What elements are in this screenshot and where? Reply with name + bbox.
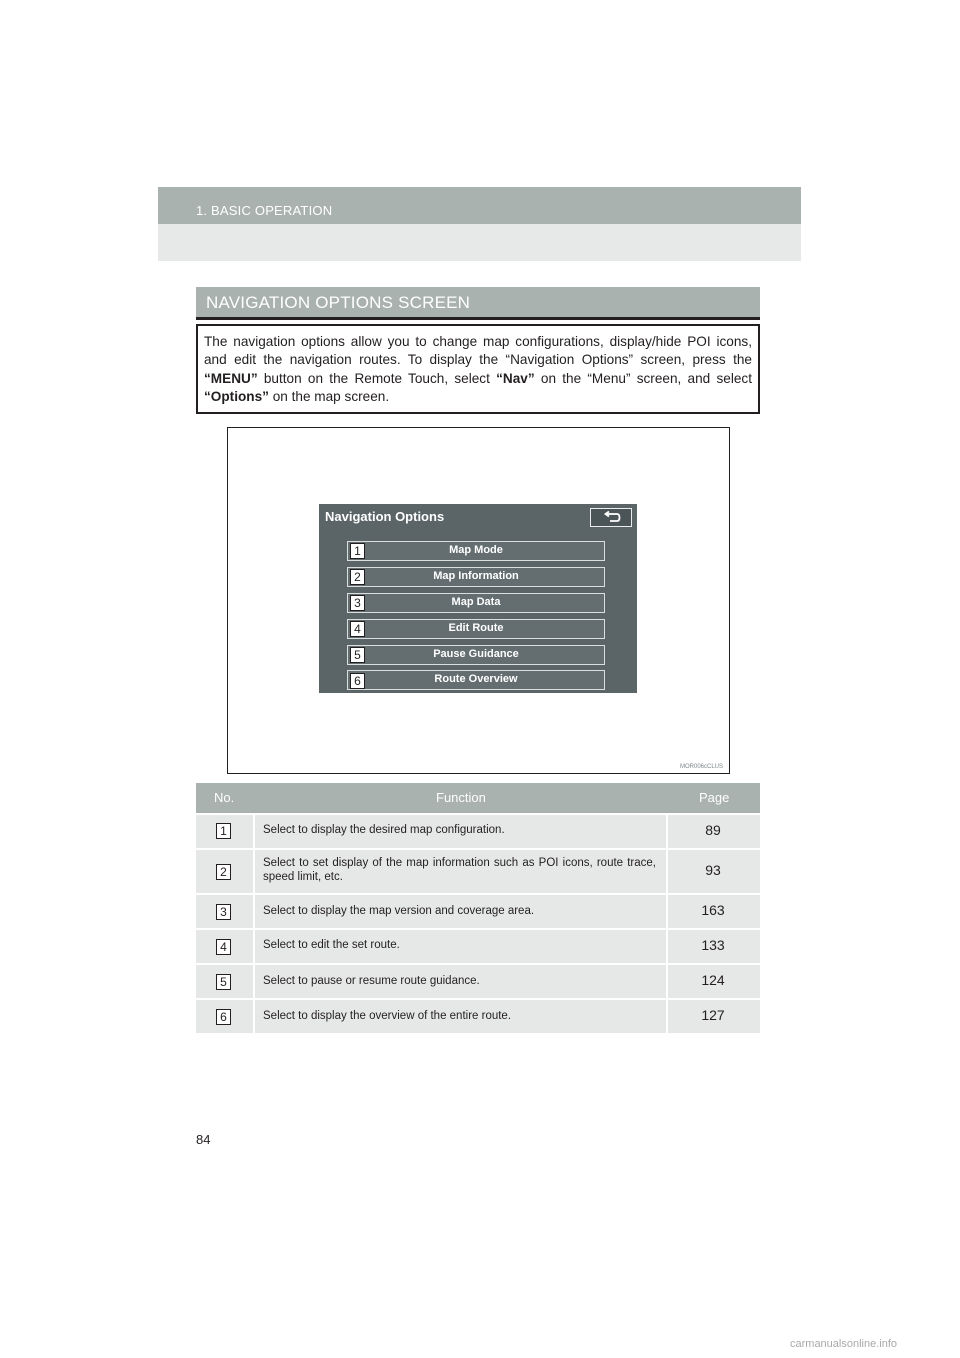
- menu-item-label: Edit Route: [448, 622, 504, 634]
- table-row: [196, 1000, 760, 1033]
- menu-item-map-mode[interactable]: [347, 541, 605, 561]
- header-no: No.: [214, 790, 235, 805]
- intro-box: [196, 324, 760, 414]
- table-header: [196, 783, 760, 813]
- menu-button-ref: “MENU”: [204, 370, 258, 386]
- intro-text: on the map screen.: [268, 388, 390, 404]
- row-function: Select to display the map version and coverage area.: [263, 905, 535, 917]
- table-row: [196, 930, 760, 963]
- back-arrow-icon: [603, 511, 621, 525]
- row-page: 124: [701, 972, 725, 988]
- heading-rule: [196, 317, 760, 320]
- callout-3: 3: [350, 595, 365, 611]
- row-number: 4: [216, 939, 231, 955]
- nav-button-ref: “Nav”: [496, 370, 535, 386]
- callout-2: 2: [350, 569, 365, 585]
- watermark: carmanualsonline.info: [790, 1338, 898, 1350]
- row-function: Select to pause or resume route guidance.: [263, 975, 480, 987]
- menu-item-map-information[interactable]: [347, 567, 605, 587]
- header-page: Page: [699, 790, 730, 805]
- intro-text: The navigation options allow you to change map configurations, display/hide POI icons, and edit the navigation routes. To display the “Navigation Options” screen, press the: [204, 334, 752, 368]
- intro-text: on the “Menu” screen, and select: [534, 370, 752, 386]
- row-number: 5: [216, 974, 231, 990]
- row-function: Select to set display of the map information such as POI icons, route trace, speed limit, etc.: [263, 857, 656, 883]
- menu-item-route-overview[interactable]: [347, 670, 605, 690]
- menu-item-label: Map Data: [451, 596, 501, 608]
- table-row: [196, 895, 760, 928]
- table-row: [196, 965, 760, 998]
- page-number: 84: [196, 1132, 211, 1147]
- table-row: [196, 850, 760, 893]
- menu-item-edit-route[interactable]: [347, 619, 605, 639]
- table-row: [196, 815, 760, 848]
- menu-item-label: Map Mode: [449, 544, 503, 556]
- row-number: 1: [216, 823, 231, 839]
- callout-6: 6: [350, 673, 365, 689]
- section-title: 1. BASIC OPERATION: [196, 203, 333, 218]
- row-number: 6: [216, 1009, 231, 1025]
- row-function: Select to display the desired map configuration.: [263, 824, 505, 836]
- row-number: 3: [216, 904, 231, 920]
- menu-item-pause-guidance[interactable]: [347, 645, 605, 665]
- row-number: 2: [216, 864, 231, 880]
- row-page: 163: [701, 902, 725, 918]
- row-function: Select to edit the set route.: [263, 939, 400, 951]
- row-page: 127: [701, 1007, 725, 1023]
- back-button[interactable]: [590, 508, 632, 527]
- screen-title: Navigation Options: [325, 509, 445, 524]
- callout-5: 5: [350, 647, 365, 663]
- heading: NAVIGATION OPTIONS SCREEN: [206, 293, 471, 312]
- row-function: Select to display the overview of the entire route.: [263, 1010, 512, 1022]
- menu-item-label: Pause Guidance: [433, 648, 519, 660]
- row-page: 133: [701, 937, 725, 953]
- options-button-ref: “Options”: [204, 388, 269, 404]
- row-page: 89: [705, 822, 721, 838]
- header-function: Function: [436, 790, 486, 805]
- menu-item-label: Route Overview: [434, 673, 518, 685]
- header-subband: [158, 224, 801, 261]
- figure-code: MOR006cCLUS: [680, 764, 724, 770]
- menu-item-label: Map Information: [433, 570, 519, 582]
- intro-text: button on the Remote Touch, select: [257, 370, 497, 386]
- row-page: 93: [705, 862, 721, 878]
- callout-1: 1: [350, 543, 365, 559]
- callout-4: 4: [350, 621, 365, 637]
- menu-item-map-data[interactable]: [347, 593, 605, 613]
